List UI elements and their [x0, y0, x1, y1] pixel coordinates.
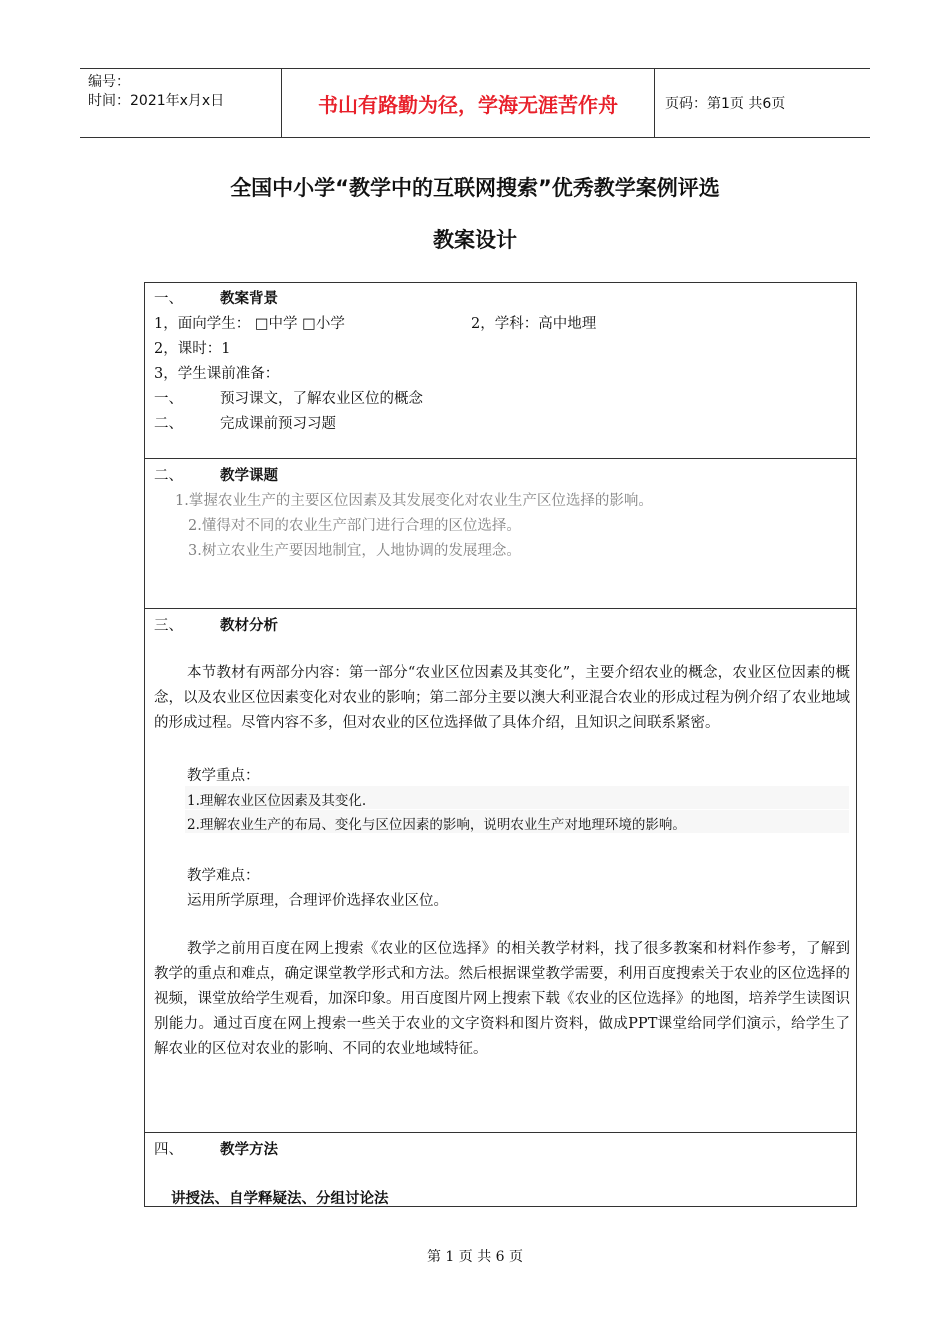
section-background [145, 283, 856, 459]
section-label: 教学课题 [220, 468, 278, 484]
section-number: 二、 [154, 468, 183, 484]
section-heading [154, 464, 278, 485]
section-heading [154, 614, 278, 635]
target-students: 1，面向学生： □中学 □小学 [154, 316, 345, 332]
time-label: 时间：2021年x月x日 [88, 93, 225, 109]
lesson-plan-table [144, 282, 857, 1207]
header-page-code: 页码：第1页 共6页 [665, 96, 786, 112]
header-motto: 书山有路勤为径，学海无涯苦作舟 [282, 69, 655, 137]
class-hours: 2，课时：1 [154, 341, 231, 357]
difficulty-label: 教学难点： [187, 868, 260, 884]
section-teaching-methods [145, 1133, 856, 1206]
key-points-label: 教学重点： [187, 768, 260, 784]
section-label: 教材分析 [220, 618, 278, 634]
section-number: 四、 [154, 1142, 183, 1158]
section-heading [154, 287, 278, 308]
item-number: 一、 [154, 391, 183, 407]
key-point: 1.理解农业区位因素及其变化. [187, 793, 367, 809]
material-paragraph: 本节教材有两部分内容：第一部分“农业区位因素及其变化”，主要介绍农业的概念，农业区位因素的概念，以及农业区位因素变化对农业的影响；第二部分主要以澳大利亚混合农业的形成过程为例介绍了农业地域的形成过程。尽管内容不多，但对农业的区位选择做了具体介绍，且知识之间联系紧密。 [154, 665, 850, 731]
item-text: 完成课前预习习题 [220, 416, 336, 432]
goal-item: 2.懂得对不同的农业生产部门进行合理的区位选择。 [188, 518, 521, 534]
goal-item: 3.树立农业生产要因地制宜，人地协调的发展理念。 [188, 543, 521, 559]
page-footer: 第 1 页 共 6 页 [426, 1249, 524, 1265]
document-header [80, 68, 870, 138]
main-title: 全国中小学“教学中的互联网搜索”优秀教学案例评选 [230, 176, 720, 200]
prep-item [154, 387, 423, 408]
item-text: 预习课文，了解农业区位的概念 [220, 391, 423, 407]
section-number: 一、 [154, 291, 183, 307]
prep-item [154, 412, 336, 433]
methods-text: 讲授法、自学释疑法、分组讨论法 [171, 1191, 389, 1207]
section-heading [154, 1138, 278, 1159]
header-meta [80, 69, 282, 137]
item-number: 二、 [154, 416, 183, 432]
section-material-analysis [145, 609, 856, 1133]
difficulty-text: 运用所学原理，合理评价选择农业区位。 [187, 893, 448, 909]
prep-heading: 3，学生课前准备： [154, 366, 280, 382]
section-number: 三、 [154, 618, 183, 634]
section-label: 教学方法 [220, 1142, 278, 1158]
number-label: 编号： [88, 74, 130, 90]
key-point: 2.理解农业生产的布局、变化与区位因素的影响，说明农业生产对地理环境的影响。 [187, 817, 686, 833]
search-paragraph: 教学之前用百度在网上搜索《农业的区位选择》的相关教学材料，找了很多教案和材料作参考，了解到教学的重点和难点，确定课堂教学形式和方法。然后根据课堂教学需要，利用百度搜索关于农业的区位选择的视频，课堂放给学生观看，加深印象。用百度图片网上搜索下载《农业的区位选择》的地图，培养学生读图识别能力。通过百度在网上搜索一些关于农业的文字资料和图片资料，做成PPT课堂给同学们演示，给学生了解农业的区位对农业的影响、不同的农业地域特征。 [154, 941, 850, 1057]
sub-title: 教案设计 [433, 228, 517, 252]
section-label: 教案背景 [220, 291, 278, 307]
goal-item: 1.掌握农业生产的主要区位因素及其发展变化对农业生产区位选择的影响。 [175, 493, 653, 509]
subject: 2，学科：高中地理 [471, 316, 597, 332]
section-topic [145, 459, 856, 609]
